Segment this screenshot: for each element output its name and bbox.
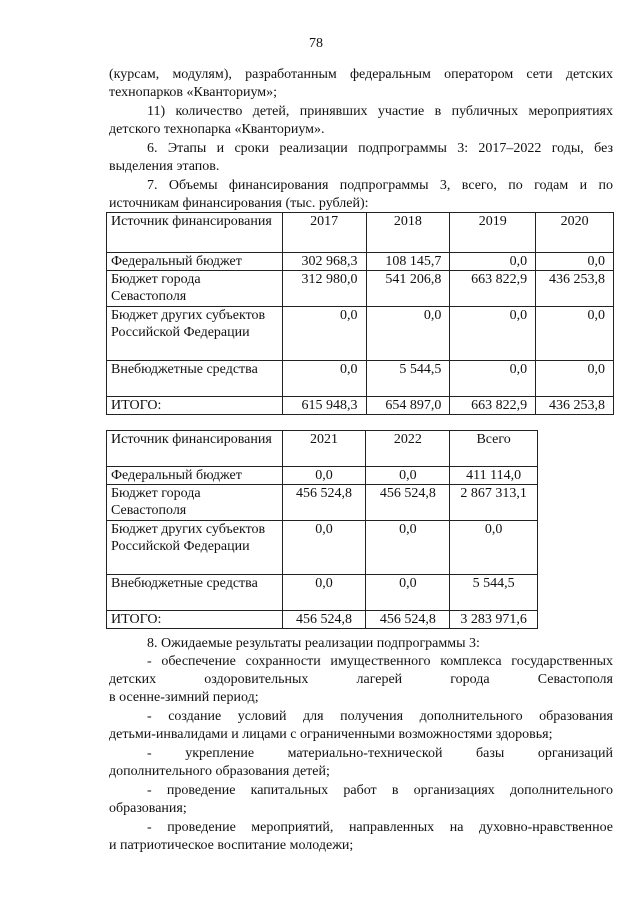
table-row [107,467,538,485]
cell-value: 108 145,7 [366,253,450,271]
text-line: (курсам, модулям), разработанным федеральным оператором сети детских [109,67,613,82]
text-line: 8. Ожидаемые результаты реализации подпрограммы 3: [147,636,480,651]
cell-value: 0,0 [282,521,366,575]
header-source: Источник финансирования [107,213,283,253]
cell-value: 654 897,0 [366,397,450,415]
cell-value: 0,0 [282,307,366,361]
table-row [107,575,538,611]
cell-value: 312 980,0 [282,271,366,307]
cell-value: 411 114,0 [450,467,538,485]
cell-value: 456 524,8 [282,611,366,629]
header-source: Источник финансирования [107,431,283,467]
financing-table-2021-total [106,430,538,629]
text-line: дополнительного образования детей; [109,764,330,779]
cell-value: 5 544,5 [366,361,450,397]
text-line: - проведение капитальных работ в организациях дополнительного [147,783,613,798]
table-total-row [107,611,538,629]
financing-table-2017-2020 [106,212,614,415]
table-header-row [107,213,614,253]
cell-value: 0,0 [450,521,538,575]
text-line: - создание условий для получения дополнительного образования [147,709,613,724]
cell-value: 302 968,3 [282,253,366,271]
row-label: Внебюджетные средства [107,361,283,397]
text-line: в осенне-зимний период; [109,690,259,705]
cell-value: 5 544,5 [450,575,538,611]
text-line: технопарков «Кванториум»; [109,85,278,100]
text-line: - обеспечение сохранности имущественного комплекса государственных [147,654,613,669]
cell-value: 0,0 [366,521,450,575]
row-label: Федеральный бюджет [107,253,283,271]
cell-value: 0,0 [366,307,450,361]
text-line: 7. Объемы финансирования подпрограммы 3, всего, по годам и по [147,178,613,193]
cell-value: 0,0 [282,361,366,397]
row-label: ИТОГО: [107,611,283,629]
header-year: 2022 [366,431,450,467]
text-line: 11) количество детей, принявших участие в публичных мероприятиях [147,104,613,119]
table-header-row [107,431,538,467]
text-line: 6. Этапы и сроки реализации подпрограммы 3: 2017–2022 годы, без [147,141,613,156]
header-year: 2017 [282,213,366,253]
cell-value: 663 822,9 [450,271,536,307]
cell-value: 0,0 [366,575,450,611]
cell-value: 456 524,8 [282,485,366,521]
cell-value: 0,0 [536,253,614,271]
table-row [107,271,614,307]
row-label: ИТОГО: [107,397,283,415]
text-line: источникам финансирования (тыс. рублей): [109,196,369,211]
row-label: Бюджет других субъектов Российской Федерации [107,521,283,575]
cell-value: 0,0 [450,253,536,271]
cell-value: 615 948,3 [282,397,366,415]
table-row [107,521,538,575]
cell-value: 0,0 [450,307,536,361]
cell-value: 0,0 [450,361,536,397]
cell-value: 0,0 [282,575,366,611]
table-row [107,307,614,361]
table-total-row [107,397,614,415]
row-label: Федеральный бюджет [107,467,283,485]
header-year: 2021 [282,431,366,467]
header-total: Всего [450,431,538,467]
row-label: Бюджет города Севастополя [107,271,283,307]
text-line: детьми-инвалидами и лицами с ограниченными возможностями здоровья; [109,727,553,742]
text-line: выделения этапов. [109,159,220,174]
table-row [107,253,614,271]
cell-value: 663 822,9 [450,397,536,415]
text-line: детских оздоровительных лагерей города Севастополя [109,672,613,687]
cell-value: 0,0 [536,361,614,397]
cell-value: 3 283 971,6 [450,611,538,629]
text-line: образования; [109,801,187,816]
cell-value: 0,0 [282,467,366,485]
page-number: 78 [309,36,323,51]
text-line: и патриотическое воспитание молодежи; [109,838,354,853]
cell-value: 2 867 313,1 [450,485,538,521]
table-row [107,485,538,521]
row-label: Бюджет города Севастополя [107,485,283,521]
cell-value: 436 253,8 [536,271,614,307]
cell-value: 0,0 [366,467,450,485]
header-year: 2018 [366,213,450,253]
text-line: - проведение мероприятий, направленных на духовно-нравственное [147,820,613,835]
table-row [107,361,614,397]
row-label: Бюджет других субъектов Российской Федерации [107,307,283,361]
text-line: - укрепление материально-технической базы организаций [147,746,613,761]
header-year: 2019 [450,213,536,253]
cell-value: 541 206,8 [366,271,450,307]
text-line: детского технопарка «Кванториум». [109,122,325,137]
cell-value: 456 524,8 [366,611,450,629]
cell-value: 0,0 [536,307,614,361]
cell-value: 436 253,8 [536,397,614,415]
header-year: 2020 [536,213,614,253]
row-label: Внебюджетные средства [107,575,283,611]
cell-value: 456 524,8 [366,485,450,521]
